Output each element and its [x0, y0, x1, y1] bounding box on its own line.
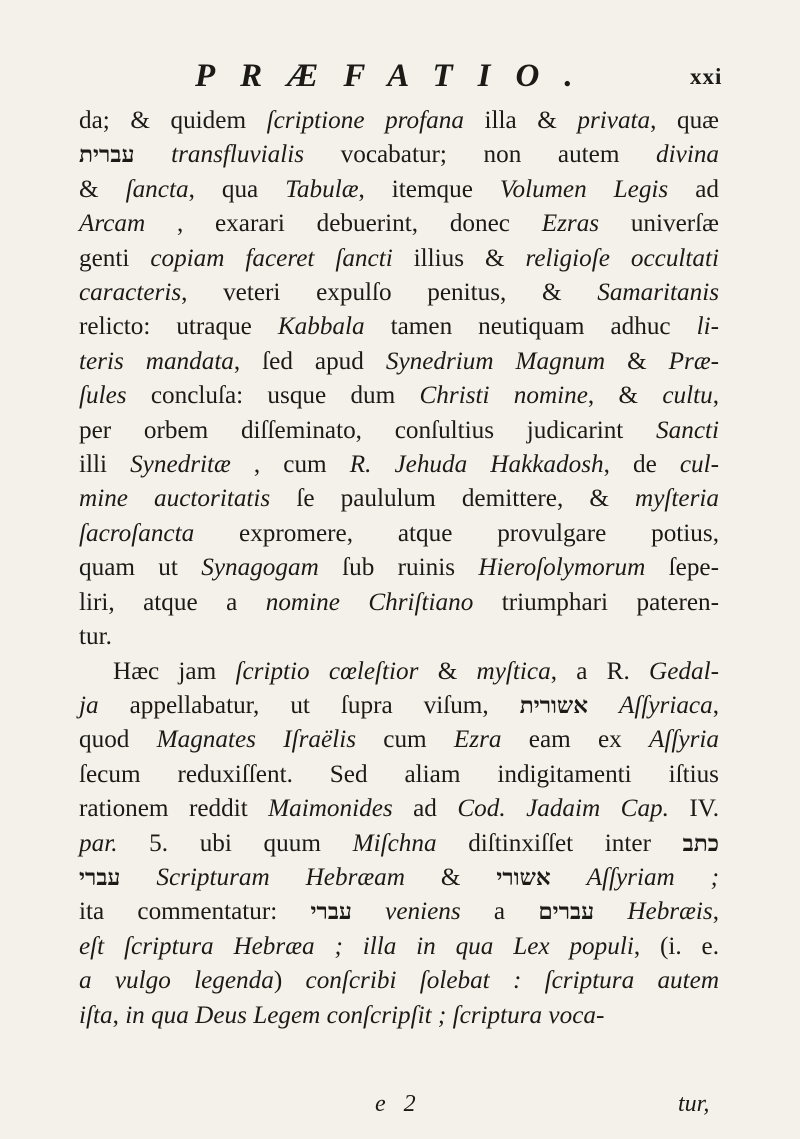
text-run: , de: [603, 451, 680, 479]
text-line: [79, 655, 719, 689]
running-head: [0, 58, 800, 98]
italic-text: Scripturam Hebræam: [156, 863, 405, 891]
italic-text: transfluvialis: [171, 141, 305, 169]
italic-text: myſtica: [476, 657, 551, 685]
text-run: ad: [668, 175, 720, 203]
body-text: [79, 104, 719, 1033]
text-line: [79, 930, 719, 964]
text-run: [551, 864, 587, 891]
text-run: ,: [712, 382, 719, 410]
page-number: xxi: [690, 64, 723, 89]
italic-text: Synagogam: [201, 554, 319, 582]
italic-text: Aſſyria: [649, 726, 719, 754]
hebrew-word: כתב: [682, 829, 719, 857]
text-run: 5. ubi quum: [117, 829, 353, 857]
text-run: tur.: [79, 623, 112, 651]
text-run: quod: [79, 726, 157, 754]
text-line: [79, 517, 719, 551]
italic-text: conſcribi ſolebat : ſcriptura autem: [305, 967, 720, 995]
italic-text: Sancti: [656, 416, 719, 444]
text-run: illi: [79, 451, 131, 479]
text-run: a: [460, 898, 539, 926]
text-line: [79, 964, 719, 998]
italic-text: cul-: [679, 451, 719, 479]
italic-text: Tabulæ: [285, 175, 359, 203]
text-line: [79, 827, 719, 861]
italic-text: nomine Chriſtiano: [265, 588, 474, 616]
text-line: [79, 999, 719, 1033]
text-run: ita commentatur:: [79, 898, 311, 926]
text-line: [79, 345, 719, 379]
italic-text: Volumen Legis: [499, 175, 669, 203]
italic-text: Miſchna: [352, 829, 437, 857]
italic-text: ja: [79, 691, 99, 719]
text-run: illius &: [392, 244, 526, 272]
italic-text: Arcam: [79, 210, 146, 238]
text-run: eam ex: [501, 726, 650, 754]
italic-text: Hieroſolymorum: [478, 554, 646, 582]
italic-text: Synedrium Magnum: [385, 347, 606, 375]
italic-text: religioſe occultati: [525, 244, 719, 272]
text-line: [79, 723, 719, 757]
text-line: [79, 242, 719, 276]
italic-text: caracteris: [79, 279, 182, 307]
hebrew-word: עברי: [79, 863, 121, 891]
text-run: , a R.: [550, 657, 650, 685]
italic-text: ſcriptio cœleſtior: [235, 657, 419, 685]
text-run: ſepe-: [645, 554, 719, 582]
text-line: [79, 379, 719, 413]
text-line: [79, 310, 719, 344]
italic-text: in qua Deus Legem conſcripſit ; ſcriptura voca-: [125, 1001, 605, 1029]
text-run: IV.: [668, 795, 719, 823]
italic-text: Christi nomine: [419, 382, 588, 410]
text-run: illa &: [463, 107, 578, 134]
text-run: concluſa: usque dum: [126, 382, 420, 410]
hebrew-word: עברית: [79, 141, 135, 169]
text-run: Hæc jam: [113, 657, 236, 685]
running-title: PRÆFATIO.: [195, 58, 598, 94]
italic-text: Præ-: [668, 347, 719, 375]
text-line: [79, 173, 719, 207]
italic-text: iſta: [79, 1001, 113, 1029]
italic-text: copiam faceret ſancti: [150, 244, 393, 272]
text-run: , itemque: [358, 175, 500, 203]
italic-text: Aſſyriam ;: [586, 863, 720, 891]
italic-text: eſt ſcriptura Hebræa ; illa in qua Lex populi: [79, 932, 634, 960]
text-run: expromere, atque provulgare potius,: [194, 519, 719, 547]
italic-text: Maimonides: [268, 795, 393, 823]
hebrew-word: עברי: [310, 898, 352, 926]
italic-text: divina: [656, 141, 720, 169]
text-run: univerſæ: [599, 210, 719, 238]
text-line: [79, 620, 719, 654]
text-run: ſecum reduxiſſent. Sed aliam indigitamenti iſtius: [79, 760, 719, 788]
text-line: [79, 758, 719, 792]
italic-text: Aſſyriaca: [618, 691, 713, 719]
text-run: ): [273, 967, 306, 995]
text-run: &: [404, 863, 497, 891]
hebrew-word: אשורית: [519, 691, 588, 719]
text-run: cum: [356, 726, 454, 754]
text-line: [79, 689, 719, 723]
text-line: [79, 207, 719, 241]
italic-text: veniens: [385, 898, 461, 926]
text-line: [79, 792, 719, 826]
text-line: [79, 138, 719, 172]
text-run: [594, 898, 627, 925]
italic-text: Hebræis: [627, 898, 713, 926]
italic-text: cultu: [662, 382, 713, 410]
text-run: diſtinxiſſet inter: [436, 829, 683, 857]
italic-text: Magnates Iſraëlis: [156, 726, 356, 754]
italic-text: myſteria: [635, 485, 719, 513]
italic-text: Gedal-: [649, 657, 719, 685]
text-run: ad: [392, 795, 458, 823]
signature-mark: e 2: [375, 1091, 422, 1117]
italic-text: li-: [696, 313, 719, 341]
text-run: , veteri expulſo penitus, &: [181, 279, 598, 307]
text-run: , ſed apud: [233, 347, 386, 375]
text-line: [79, 586, 719, 620]
text-line: [79, 895, 719, 929]
italic-text: mine auctoritatis: [79, 485, 271, 513]
italic-text: ſancta: [125, 175, 189, 203]
text-run: [588, 692, 619, 719]
text-run: &: [418, 657, 477, 685]
text-run: , (i. e.: [633, 932, 719, 960]
italic-text: Ezra: [453, 726, 502, 754]
catchword: tur,: [678, 1091, 710, 1117]
italic-text: privata: [577, 107, 651, 134]
text-run: relicto: utraque: [79, 313, 278, 341]
text-line: [79, 276, 719, 310]
text-run: vocabatur; non autem: [304, 141, 657, 169]
italic-text: a vulgo legenda: [79, 967, 274, 995]
text-run: [120, 864, 156, 891]
text-run: ſe paululum demittere, &: [270, 485, 636, 513]
italic-text: Ezras: [541, 210, 600, 238]
text-run: [352, 898, 385, 925]
italic-text: ſules: [79, 382, 127, 410]
italic-text: Cod. Jadaim Cap.: [457, 795, 669, 823]
text-line: [79, 482, 719, 516]
text-run: triumphari pateren-: [473, 588, 719, 616]
text-run: &: [605, 347, 669, 375]
text-run: ,: [712, 691, 719, 719]
italic-text: Kabbala: [277, 313, 365, 341]
text-run: ,: [712, 898, 719, 926]
text-run: da; & quidem: [79, 107, 267, 134]
italic-text: Synedritæ: [130, 451, 231, 479]
italic-text: ſacroſancta: [79, 519, 195, 547]
text-run: appellabatur, ut ſupra viſum,: [98, 691, 520, 719]
text-line: [79, 448, 719, 482]
text-run: &: [79, 175, 126, 203]
text-run: , quæ: [650, 107, 719, 134]
text-line: [79, 551, 719, 585]
italic-text: Samaritanis: [597, 279, 719, 307]
text-run: quam ut: [79, 554, 202, 582]
italic-text: ſcriptione profana: [266, 107, 464, 134]
text-run: , cum: [230, 451, 350, 479]
text-run: , &: [587, 382, 663, 410]
text-run: liri, atque a: [79, 588, 266, 616]
text-line: [79, 414, 719, 448]
text-run: per orbem diſſeminato, conſultius judicarint: [79, 416, 657, 444]
text-line: [79, 861, 719, 895]
text-run: [134, 141, 171, 168]
catchline: [0, 1091, 800, 1125]
text-run: ſub ruinis: [318, 554, 479, 582]
text-run: rationem reddit: [79, 795, 269, 823]
text-line: [79, 104, 719, 138]
text-run: , qua: [188, 175, 286, 203]
hebrew-word: עברים: [538, 898, 595, 926]
text-run: genti: [79, 244, 151, 272]
hebrew-word: אשורי: [496, 863, 551, 891]
text-run: ,: [112, 1001, 126, 1029]
italic-text: par.: [79, 829, 118, 857]
text-run: , exarari debuerint, donec: [145, 210, 542, 238]
text-run: tamen neutiquam adhuc: [364, 313, 697, 341]
italic-text: R. Jehuda Hakkadosh: [349, 451, 604, 479]
italic-text: teris mandata: [79, 347, 234, 375]
